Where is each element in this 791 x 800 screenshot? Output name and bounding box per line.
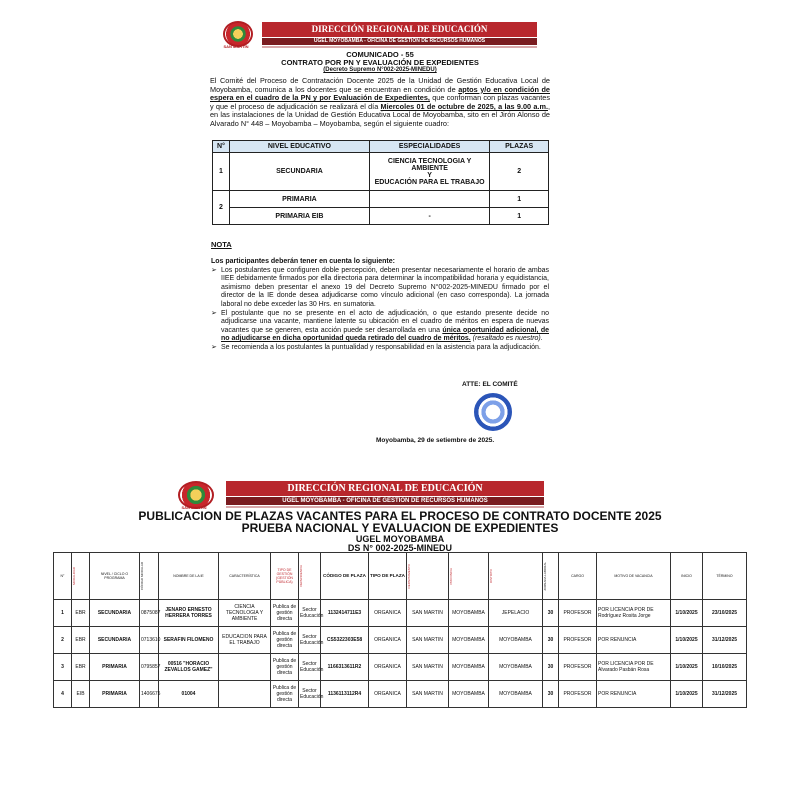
nota-item-3: ➢ Se recomienda a los postulantes la puntualidad y responsabilidad en la asistencia para la adjudicación. <box>221 344 549 353</box>
cell-n: 1 <box>54 600 72 627</box>
table-row: 2 PRIMARIA 1 <box>213 191 549 208</box>
publication-ds: DS N° 002-2025-MINEDU <box>347 543 453 553</box>
decreto-ref: (Decreto Supremo N°002-2025-MINEDU) <box>323 67 437 73</box>
cell-tipo-plaza: ORGANICA <box>369 627 407 654</box>
cell-nombre-ie: 01004 <box>159 681 219 708</box>
body-text-1: El Comité del Proceso de Contratación Docente 2025 de la Unidad de Gestión Educativa Local de Moyobamba, comunica a los docentes que se encuentran en condición de <box>210 76 550 94</box>
hdr-n: N° <box>54 553 72 600</box>
header-divider <box>262 46 537 48</box>
fecha: Moyobamba, 29 de setiembre de 2025. <box>376 437 495 444</box>
cell-motivo: POR LICENCIA POR DE Rodríguez Rosita Jorge <box>597 600 671 627</box>
cell-cargo: PROFESOR <box>559 627 597 654</box>
body-highlight-1: aptos y/o en condición de espera en el cuadro de la PN y por Evaluación de Expedientes, <box>210 84 550 103</box>
cell-provincia: MOYOBAMBA <box>449 600 489 627</box>
cell-termino: 23/10/2025 <box>703 600 747 627</box>
cell-distrito: MOYOBAMBA <box>489 627 543 654</box>
atte-comite: ATTE: EL COMITÉ <box>462 381 518 388</box>
col-nivel: NIVEL EDUCATIVO <box>229 141 369 153</box>
cell-termino: 10/10/2025 <box>703 654 747 681</box>
header-title: DIRECCIÓN REGIONAL DE EDUCACIÓN <box>226 481 544 496</box>
cell-departamento: SAN MARTIN <box>407 654 449 681</box>
hdr-nombre-ie: NOMBRE DE LA IE <box>159 553 219 600</box>
hdr-departamento: DEPARTAMENTO <box>407 553 449 600</box>
cell-motivo: POR LICENCIA POR DE Alvarado Pasbán Rosa <box>597 654 671 681</box>
cell-nombre-ie: JENARO ERNESTO HERRERA TORRES <box>159 600 219 627</box>
cell-tipo-gestion: Publica de gestión directa <box>271 681 299 708</box>
committee-seal <box>474 393 512 431</box>
header-divider <box>226 506 544 508</box>
publication-subtitle: PRUEBA NACIONAL Y EVALUACION DE EXPEDIENTES <box>241 521 559 535</box>
cell-n: 4 <box>54 681 72 708</box>
cell-distrito: JEPELACIO <box>489 600 543 627</box>
nota-intro: Los participantes deberán tener en cuenta lo siguiente: <box>211 258 395 265</box>
header-subtitle: UGEL MOYOBAMBA - OFICINA DE GESTIÓN DE RECURSOS HUMANOS <box>262 38 537 45</box>
cell-codigo-plaza: CS5322303E58 <box>321 627 369 654</box>
cell-tipo-plaza: ORGANICA <box>369 600 407 627</box>
cell-provincia: MOYOBAMBA <box>449 654 489 681</box>
plazas-table-header <box>213 141 549 153</box>
cell-departamento: SAN MARTIN <box>407 627 449 654</box>
table-row <box>54 600 747 627</box>
table-row: PRIMARIA EIB - 1 <box>213 208 549 225</box>
plazas-table <box>212 140 549 225</box>
col-n: N° <box>213 141 230 153</box>
logo-caption: SAN MARTÍN <box>223 44 249 49</box>
cell-nivel: SECUNDARIA <box>90 627 140 654</box>
vacancies-header <box>54 553 747 600</box>
logo-caption: SAN MARTÍN <box>181 505 207 510</box>
hdr-cargo: CARGO <box>559 553 597 600</box>
cell-codigo-modular: 0795857 <box>140 654 159 681</box>
cell-jornada: 30 <box>543 681 559 708</box>
cell-inicio: 1/10/2025 <box>671 627 703 654</box>
cell-termino: 31/12/2025 <box>703 681 747 708</box>
cell-codigo-plaza: 1136113112R4 <box>321 681 369 708</box>
publication-ugel: UGEL MOYOBAMBA <box>355 534 445 544</box>
cell-nivel: PRIMARIA <box>90 681 140 708</box>
cell-inicio: 1/10/2025 <box>671 654 703 681</box>
cell-modalidad: EBR <box>72 654 90 681</box>
cell-n: 3 <box>54 654 72 681</box>
cell-provincia: MOYOBAMBA <box>449 627 489 654</box>
cell-caracteristica: EDUCACION PARA EL TRABAJO <box>219 627 271 654</box>
cell-caracteristica <box>219 654 271 681</box>
hdr-provincia: PROVINCIA <box>449 553 489 600</box>
cell-inicio: 1/10/2025 <box>671 600 703 627</box>
hdr-caracteristica: CARACTERÍSTICA <box>219 553 271 600</box>
cell-motivo: POR RENUNCIA <box>597 681 671 708</box>
cell-tipo-plaza: ORGANICA <box>369 681 407 708</box>
cell-jornada: 30 <box>543 600 559 627</box>
cell-provincia: MOYOBAMBA <box>449 681 489 708</box>
cell-nombre-ie: 00516 "HORACIO ZEVALLOS GAMEZ" <box>159 654 219 681</box>
hdr-nivel: NIVEL / CICLO O PROGRAMA <box>90 553 140 600</box>
hdr-codigo-plaza: CÓDIGO DE PLAZA <box>321 553 369 600</box>
cell-modalidad: EBR <box>72 600 90 627</box>
col-especialidades: ESPECIALIDADES <box>369 141 489 153</box>
cell-codigo-modular: 0713610 <box>140 627 159 654</box>
cell-dependencia: Sector Educación <box>299 600 321 627</box>
cell-departamento: SAN MARTIN <box>407 681 449 708</box>
body-highlight-2: Miercoles 01 de octubre de 2025, a las 9.00 a.m. <box>380 101 548 111</box>
header-subtitle: UGEL MOYOBAMBA - OFICINA DE GESTIÓN DE RECURSOS HUMANOS <box>226 497 544 505</box>
cell-motivo: POR RENUNCIA <box>597 627 671 654</box>
table-row <box>54 654 747 681</box>
cell-tipo-gestion: Publica de gestión directa <box>271 627 299 654</box>
cell-tipo-plaza: ORGANICA <box>369 654 407 681</box>
cell-tipo-gestion: Publica de gestión directa <box>271 600 299 627</box>
cell-dependencia: Sector Educación <box>299 654 321 681</box>
cell-dependencia: Sector Educación <box>299 627 321 654</box>
hdr-distrito: DISTRITO <box>489 553 543 600</box>
cell-codigo-modular: 1406675 <box>140 681 159 708</box>
cell-modalidad: EBR <box>72 627 90 654</box>
hdr-termino: TÉRMINO <box>703 553 747 600</box>
vacancies-table <box>53 552 747 708</box>
nota-item-2: ➢ El postulante que no se presente en el acto de adjudicación, o que estando presente decide no adjudicarse una vacante, mantiene latente su ubicación en el cuadro de méritos en espera de nuevas vacantes que se generen, esta acción puede ser desarrollada en una única oportunidad adicional, de no adjudicarse en dicha oportunidad queda retirado del cuadro de méritos. (resaltado es nuestro). <box>221 310 549 344</box>
cell-departamento: SAN MARTIN <box>407 600 449 627</box>
cell-codigo-plaza: 1166313611R2 <box>321 654 369 681</box>
body-text-2: que conforman con plazas vacantes y que el proceso de adjudicación se realizará el día <box>210 93 550 111</box>
cell-distrito: MOYOBAMBA <box>489 654 543 681</box>
cell-modalidad: EIB <box>72 681 90 708</box>
hdr-modalidad: MODALIDAD <box>72 553 90 600</box>
table-row <box>54 681 747 708</box>
cell-cargo: PROFESOR <box>559 681 597 708</box>
cell-caracteristica: CIENCIA TECNOLOGIA Y AMBIENTE <box>219 600 271 627</box>
hdr-motivo: MOTIVO DE VACANCIA <box>597 553 671 600</box>
col-plazas: PLAZAS <box>490 141 549 153</box>
cell-cargo: PROFESOR <box>559 654 597 681</box>
nota-title: NOTA <box>211 240 232 249</box>
cell-nivel: SECUNDARIA <box>90 600 140 627</box>
cell-nivel: PRIMARIA <box>90 654 140 681</box>
cell-distrito: MOYOBAMBA <box>489 681 543 708</box>
hdr-jornada: JORNADA LABORAL <box>543 553 559 600</box>
cell-nombre-ie: SERAFIN FILOMENO <box>159 627 219 654</box>
publication-title: PUBLICACION DE PLAZAS VACANTES PARA EL PROCESO DE CONTRATO DOCENTE 2025 <box>138 509 662 523</box>
comunicado-body <box>210 77 550 129</box>
hdr-dependencia: DEPENDENCIA <box>299 553 321 600</box>
nota-list <box>211 267 549 353</box>
cell-n: 2 <box>54 627 72 654</box>
comunicado-number: COMUNICADO - 55 <box>346 50 414 59</box>
cell-dependencia: Sector Educación <box>299 681 321 708</box>
table-row <box>54 627 747 654</box>
contrato-title: CONTRATO POR PN Y EVALUACIÓN DE EXPEDIENTES <box>281 58 479 67</box>
cell-inicio: 1/10/2025 <box>671 681 703 708</box>
cell-codigo-plaza: 1132414711E3 <box>321 600 369 627</box>
body-text-3: , en las instalaciones de la Unidad de Gestión Educativa Local de Moyobamba, sito en el Jirón Alonso de Alvarado N° 448 – Moyobamba – Moyobamba, según el siguiente cuadro: <box>210 101 551 128</box>
cell-termino: 31/12/2025 <box>703 627 747 654</box>
nota-item-1: ➢ Los postulantes que configuren doble percepción, deben presentar necesariamente el horario de ambas IIEE debidamente firmados por ella directoria para determinar la incompatibilidad horaria y equidistancia, asimismo deben presentar el anexo 19 del Decreto Supremo N°002-2025-MINEDU firmado por el director de la IE donde desea adjudicarse como vínculo adicional (en caso corresponda). La jornada laboral no debe exceder las 30 Hrs. en sumatoria. <box>221 267 549 310</box>
cell-codigo-modular: 0875087 <box>140 600 159 627</box>
hdr-tipo-gestion: TIPO DE GESTIÓN (GESTIÓN PÚBLICA) <box>271 553 299 600</box>
cell-tipo-gestion: Publica de gestión directa <box>271 654 299 681</box>
cell-jornada: 30 <box>543 627 559 654</box>
hdr-inicio: INICIO <box>671 553 703 600</box>
table-row: 1 SECUNDARIA CIENCIA TECNOLOGIA Y AMBIENTE Y EDUCACIÓN PARA EL TRABAJO 2 <box>213 153 549 191</box>
hdr-tipo-plaza: TIPO DE PLAZA <box>369 553 407 600</box>
cell-cargo: PROFESOR <box>559 600 597 627</box>
nota-block <box>211 258 549 353</box>
header-title: DIRECCIÓN REGIONAL DE EDUCACIÓN <box>262 22 537 37</box>
cell-jornada: 30 <box>543 654 559 681</box>
cell-caracteristica <box>219 681 271 708</box>
hdr-codigo-modular: CÓDIGO MODULAR <box>140 553 159 600</box>
